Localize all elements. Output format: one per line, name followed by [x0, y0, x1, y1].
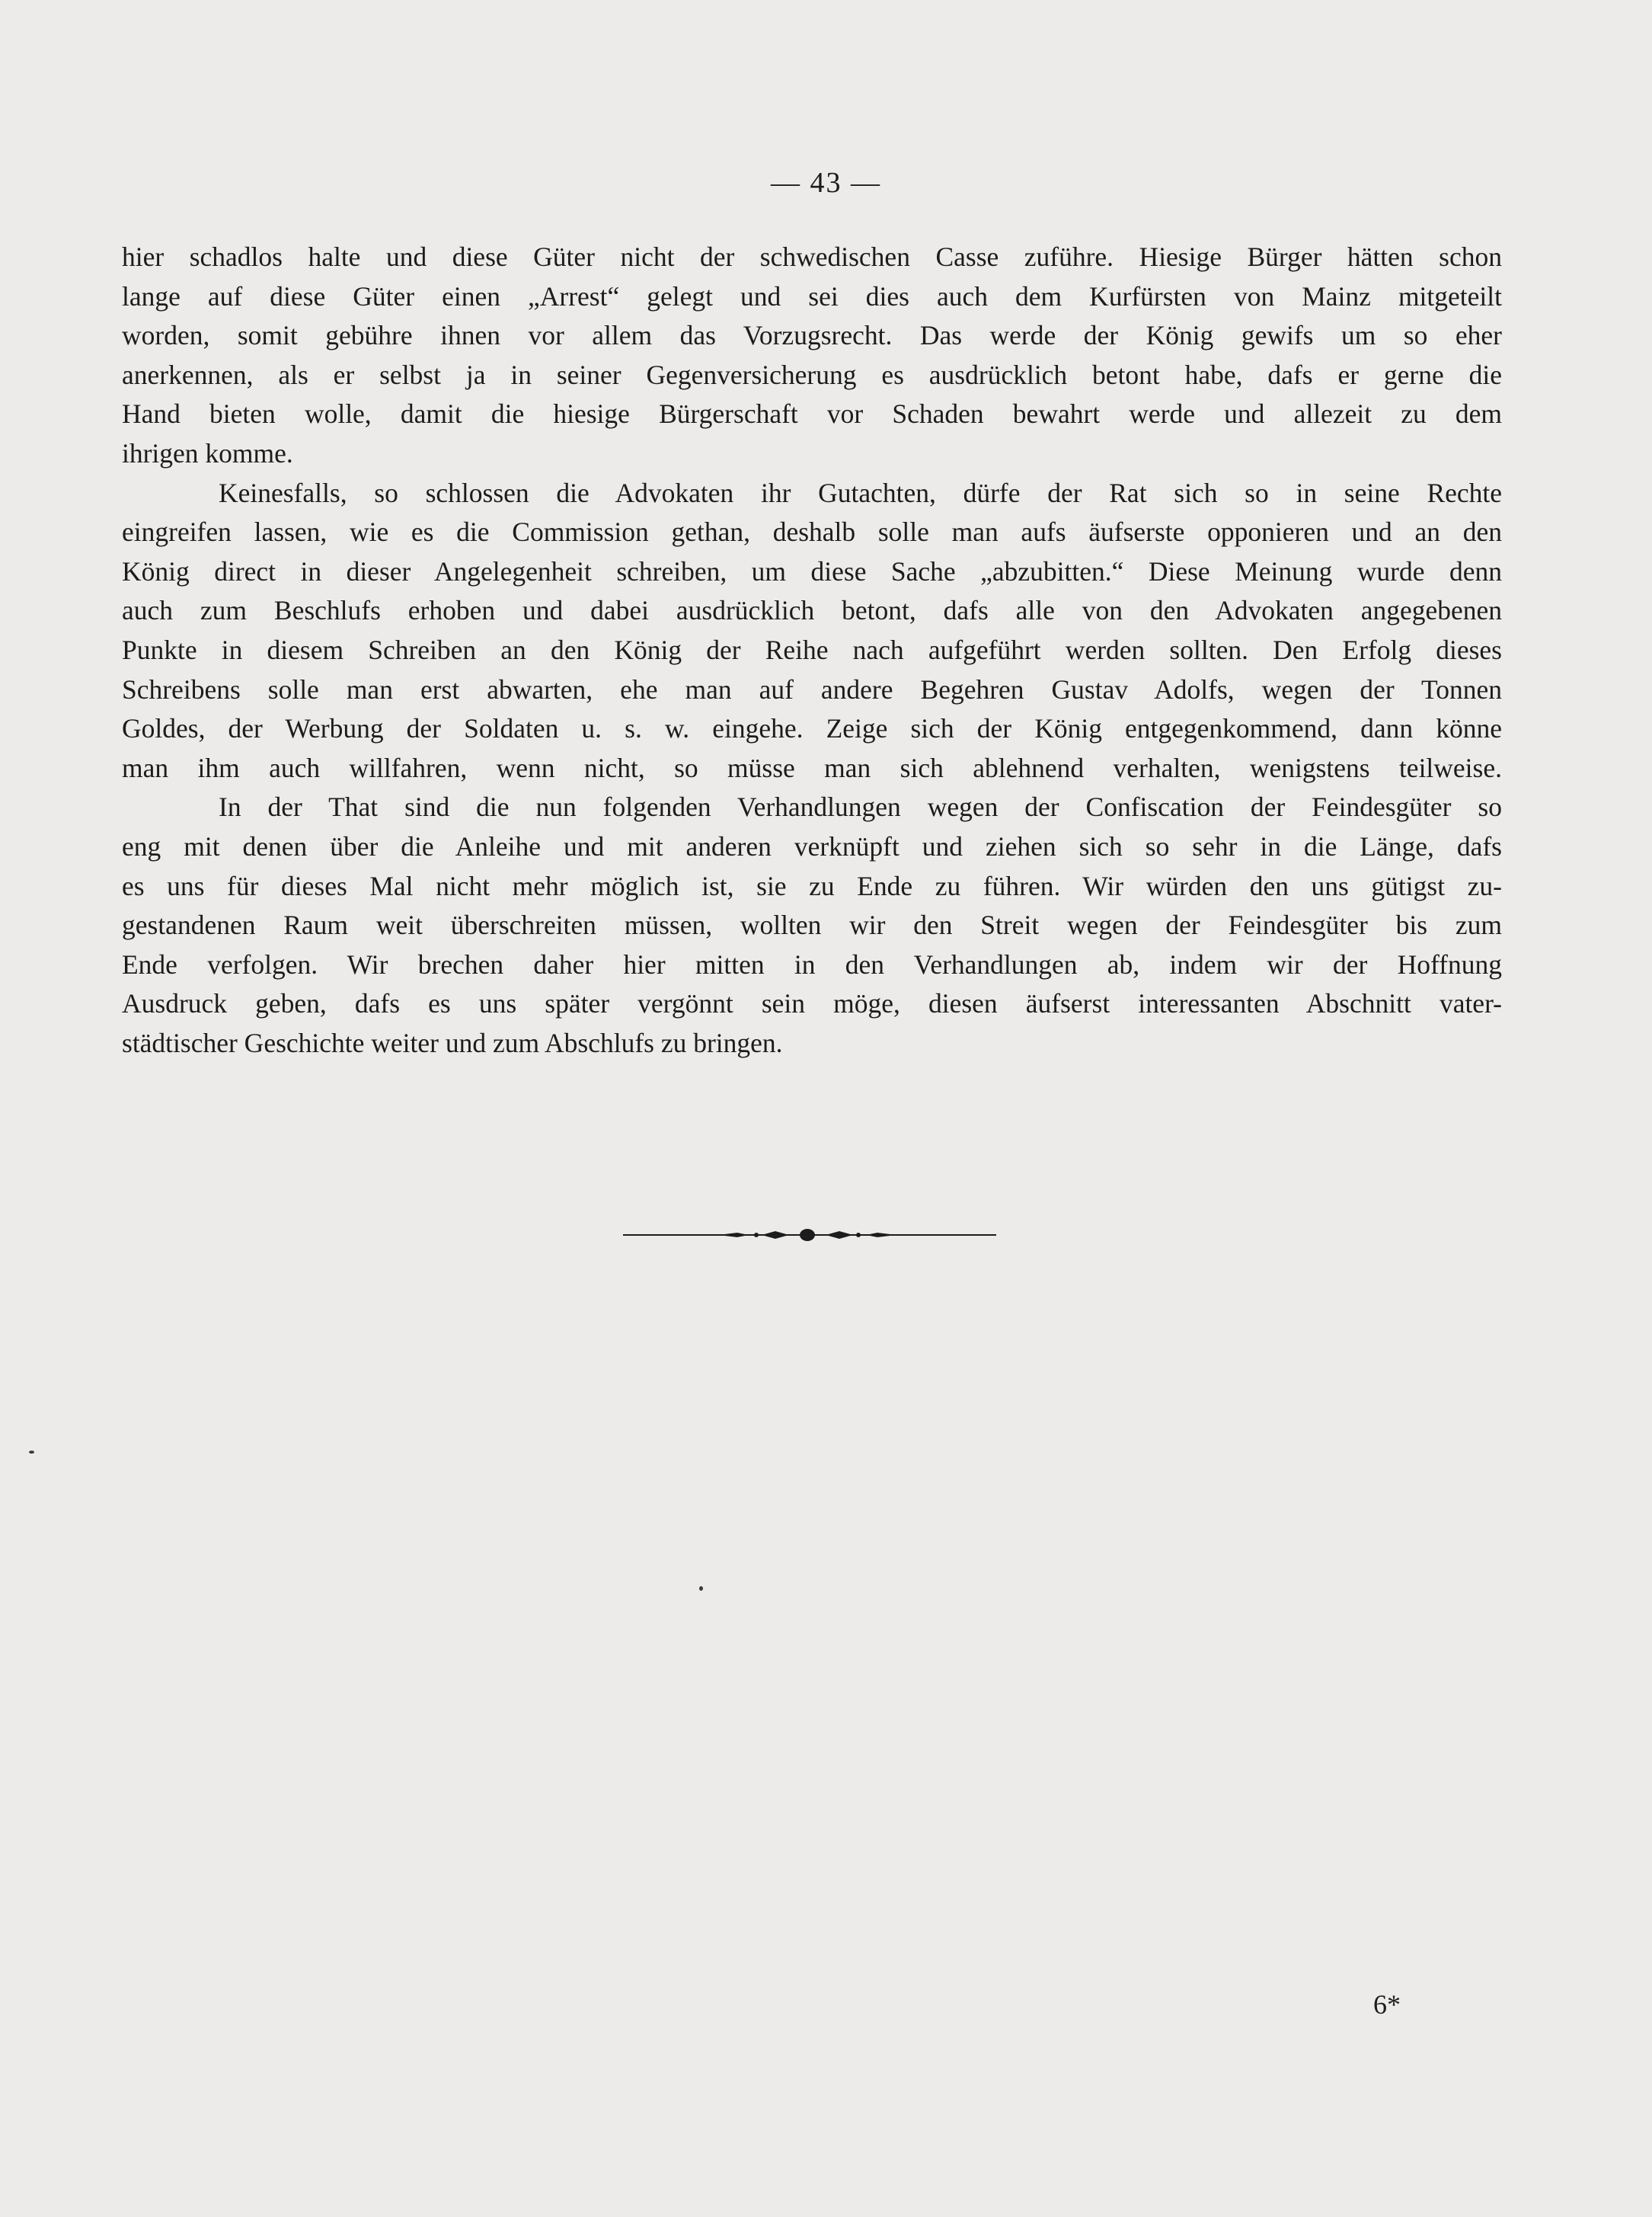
text-line: Ausdruck geben, dafs es uns später vergönnt sein möge, diesen äufserst interessanten Abschnitt vater-: [122, 988, 1502, 1019]
print-speck: [29, 1451, 34, 1454]
text-line: auch zum Beschlufs erhoben und dabei ausdrücklich betont, dafs alle von den Advokaten angegebenen: [122, 595, 1502, 626]
tailpiece-ornament-icon: [623, 1224, 996, 1246]
text-line: städtischer Geschichte weiter und zum Abschlufs zu bringen.: [122, 1027, 783, 1058]
page-number: — 43 —: [771, 167, 881, 199]
text-line: Ende verfolgen. Wir brechen daher hier mitten in den Verhandlungen ab, indem wir der Hoffnung: [122, 949, 1502, 980]
text-line: König direct in dieser Angelegenheit schreiben, um diese Sache „abzubitten.“ Diese Meinung wurde denn: [122, 555, 1502, 587]
body-text: [122, 238, 1502, 1063]
paragraph: [122, 788, 1502, 1063]
text-line: es uns für dieses Mal nicht mehr möglich ist, sie zu Ende zu führen. Wir würden den uns gütigst zu-: [122, 870, 1502, 901]
text-line: ihrigen komme.: [122, 437, 293, 469]
print-speck: [699, 1586, 703, 1591]
text-line: eingreifen lassen, wie es die Commission gethan, deshalb solle man aufs äufserste opponieren und an den: [122, 517, 1502, 548]
text-line: worden, somit gebühre ihnen vor allem das Vorzugsrecht. Das werde der König gewifs um so eher: [122, 320, 1502, 351]
text-line: man ihm auch willfahren, wenn nicht, so müsse man sich ablehnend verhalten, wenigstens teilweise.: [122, 752, 1502, 783]
text-line: Schreibens solle man erst abwarten, ehe man auf andere Begehren Gustav Adolfs, wegen der Tonnen: [122, 673, 1502, 705]
text-line: Goldes, der Werbung der Soldaten u. s. w. eingehe. Zeige sich der König entgegenkommend, dann könne: [122, 713, 1502, 744]
paragraph: [122, 238, 1502, 474]
text-line: eng mit denen über die Anleihe und mit anderen verknüpft und ziehen sich so sehr in die Länge, dafs: [122, 830, 1502, 862]
text-line: gestandenen Raum weit überschreiten müssen, wollten wir den Streit wegen der Feindesgüter bis zum: [122, 910, 1502, 941]
text-line: In der That sind die nun folgenden Verhandlungen wegen der Confiscation der Feindesgüter so: [219, 792, 1502, 823]
text-line: hier schadlos halte und diese Güter nicht der schwedischen Casse zuführe. Hiesige Bürger hätten schon: [122, 242, 1502, 272]
signature-mark: 6*: [1373, 1989, 1401, 2020]
paragraph: [122, 474, 1502, 789]
text-line: anerkennen, als er selbst ja in seiner Gegenversicherung es ausdrücklich betont habe, dafs er gerne die: [122, 359, 1502, 390]
text-line: Hand bieten wolle, damit die hiesige Bürgerschaft vor Schaden bewahrt werde und allezeit zu dem: [122, 398, 1502, 430]
text-line: Punkte in diesem Schreiben an den König der Reihe nach aufgeführt werden sollten. Den Erfolg dieses: [122, 634, 1502, 665]
text-line: lange auf diese Güter einen „Arrest“ gelegt und sei dies auch dem Kurfürsten von Mainz mitgeteilt: [122, 280, 1502, 312]
text-line: Keinesfalls, so schlossen die Advokaten ihr Gutachten, dürfe der Rat sich so in seine Rechte: [219, 477, 1502, 508]
